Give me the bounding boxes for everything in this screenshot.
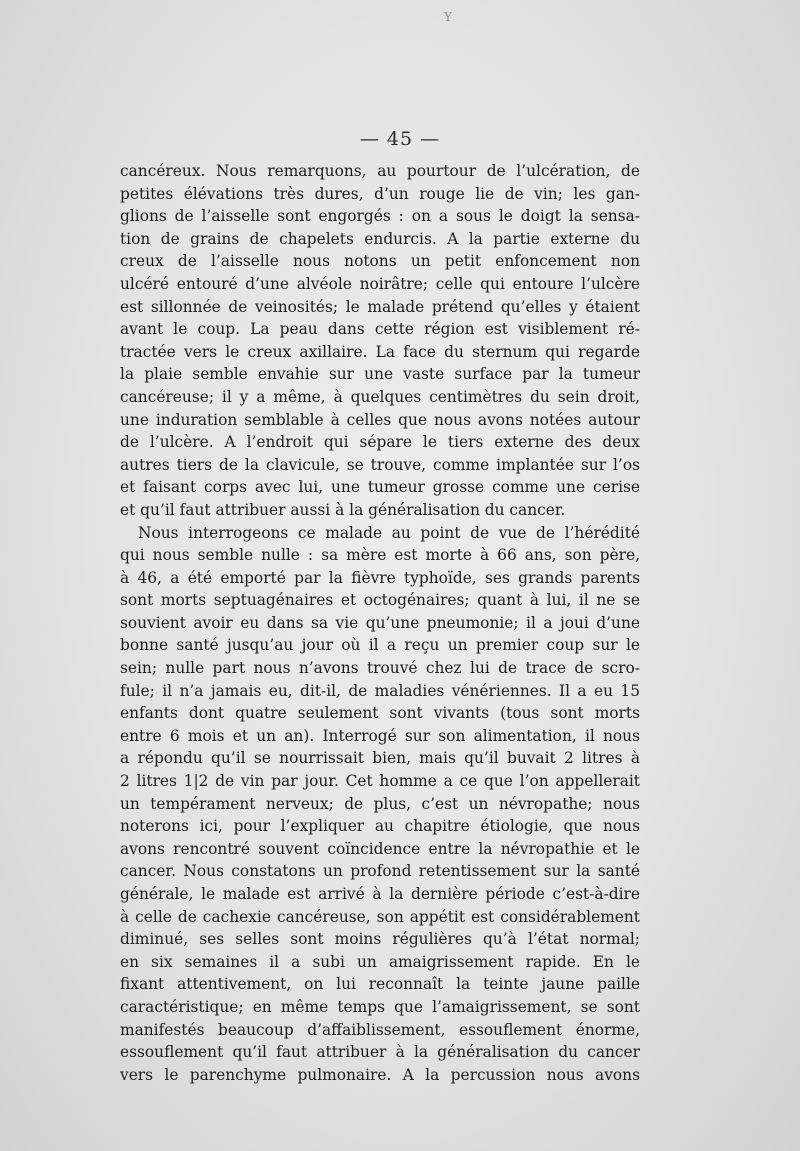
text-line: ulcéré entouré d’une alvéole noirâtre; celle qui entoure l’ulcère (120, 274, 640, 293)
text-line: tion de grains de chapelets endurcis. A la partie externe du (120, 229, 640, 248)
text-line: bonne santé jusqu’au jour où il a reçu un premier coup sur le (120, 636, 640, 655)
top-mark: Y (444, 10, 452, 24)
text-line: qui nous semble nulle : sa mère est morte à 66 ans, son père, (120, 546, 640, 565)
text-line: sont morts septuagénaires et octogénaires; quant à lui, il ne se (120, 591, 640, 610)
text-line: générale, le malade est arrivé à la dernière période c’est-à-dire (120, 885, 640, 903)
page-number: — 45 — (359, 128, 441, 150)
text-line: fixant attentivement, on lui reconnaît la teinte jaune paille (120, 975, 640, 994)
text-line: essouflement qu’il faut attribuer à la généralisation du cancer (120, 1043, 640, 1062)
text-line: cancer. Nous constatons un profond retentissement sur la santé (120, 862, 640, 881)
text-line: souvient avoir eu dans sa vie qu’une pneumonie; il a joui d’une (120, 613, 640, 632)
body-text (120, 160, 640, 1086)
text-line: diminué, ses selles sont moins régulières qu’à l’état normal; (120, 930, 640, 949)
text-line: enfants dont quatre seulement sont vivants (tous sont morts (120, 704, 640, 723)
text-line: cancéreux. Nous remarquons, au pourtour de l’ulcération, de (120, 162, 640, 180)
text-line: cancéreuse; il y a même, à quelques centimètres du sein droit, (120, 387, 640, 406)
text-line: de l’ulcère. A l’endroit qui sépare le tiers externe des deux (120, 433, 640, 452)
text-line: fule; il n’a jamais eu, dit-il, de maladies vénériennes. Il a eu 15 (120, 681, 640, 700)
text-line: à 46, a été emporté par la fièvre typhoïde, ses grands parents (120, 568, 640, 587)
text-line: et faisant corps avec lui, une tumeur grosse comme une cerise (120, 478, 640, 497)
text-line: autres tiers de la clavicule, se trouve, comme implantée sur l’os (120, 455, 640, 474)
text-line: entre 6 mois et un an). Interrogé sur son alimentation, il nous (120, 726, 640, 745)
text-line: sein; nulle part nous n’avons trouvé chez lui de trace de scro- (120, 659, 640, 678)
text-line: et qu’il faut attribuer aussi à la généralisation du cancer. (120, 500, 566, 519)
text-line: avons rencontré souvent coïncidence entre la névropathie et le (120, 839, 640, 858)
text-line: la plaie semble envahie sur une vaste surface par la tumeur (120, 365, 640, 384)
text-line: en six semaines il a subi un amaigrissement rapide. En le (120, 952, 640, 971)
text-line: à celle de cachexie cancéreuse, son appétit est considérablement (120, 907, 640, 926)
text-line: noterons ici, pour l’expliquer au chapitre étiologie, que nous (120, 817, 640, 836)
text-line: caractéristique; en même temps que l’amaigrissement, se sont (120, 997, 640, 1016)
text-line: glions de l’aisselle sont engorgés : on a sous le doigt la sensa- (120, 207, 640, 226)
text-line: avant le coup. La peau dans cette région est visiblement ré- (120, 320, 640, 339)
text-line: tractée vers le creux axillaire. La face du sternum qui regarde (120, 342, 640, 361)
text-line: Nous interrogeons ce malade au point de vue de l’hérédité (138, 523, 640, 542)
text-line: est sillonnée de veinosités; le malade prétend qu’elles y étaient (120, 297, 640, 316)
text-line: 2 litres 1|2 de vin par jour. Cet homme a ce que l’on appellerait (120, 772, 640, 791)
text-line: creux de l’aisselle nous notons un petit enfoncement non (120, 252, 640, 271)
text-line: vers le parenchyme pulmonaire. A la percussion nous avons (120, 1065, 640, 1084)
text-line: une induration semblable à celles que nous avons notées autour (120, 410, 640, 429)
text-line: petites élévations très dures, d’un rouge lie de vin; les gan- (120, 184, 640, 203)
text-line: a répondu qu’il se nourrissait bien, mais qu’il buvait 2 litres à (120, 749, 640, 768)
text-line: un tempérament nerveux; de plus, c’est un névropathe; nous (120, 794, 640, 813)
text-line: manifestés beaucoup d’affaiblissement, essouflement énorme, (120, 1020, 640, 1039)
